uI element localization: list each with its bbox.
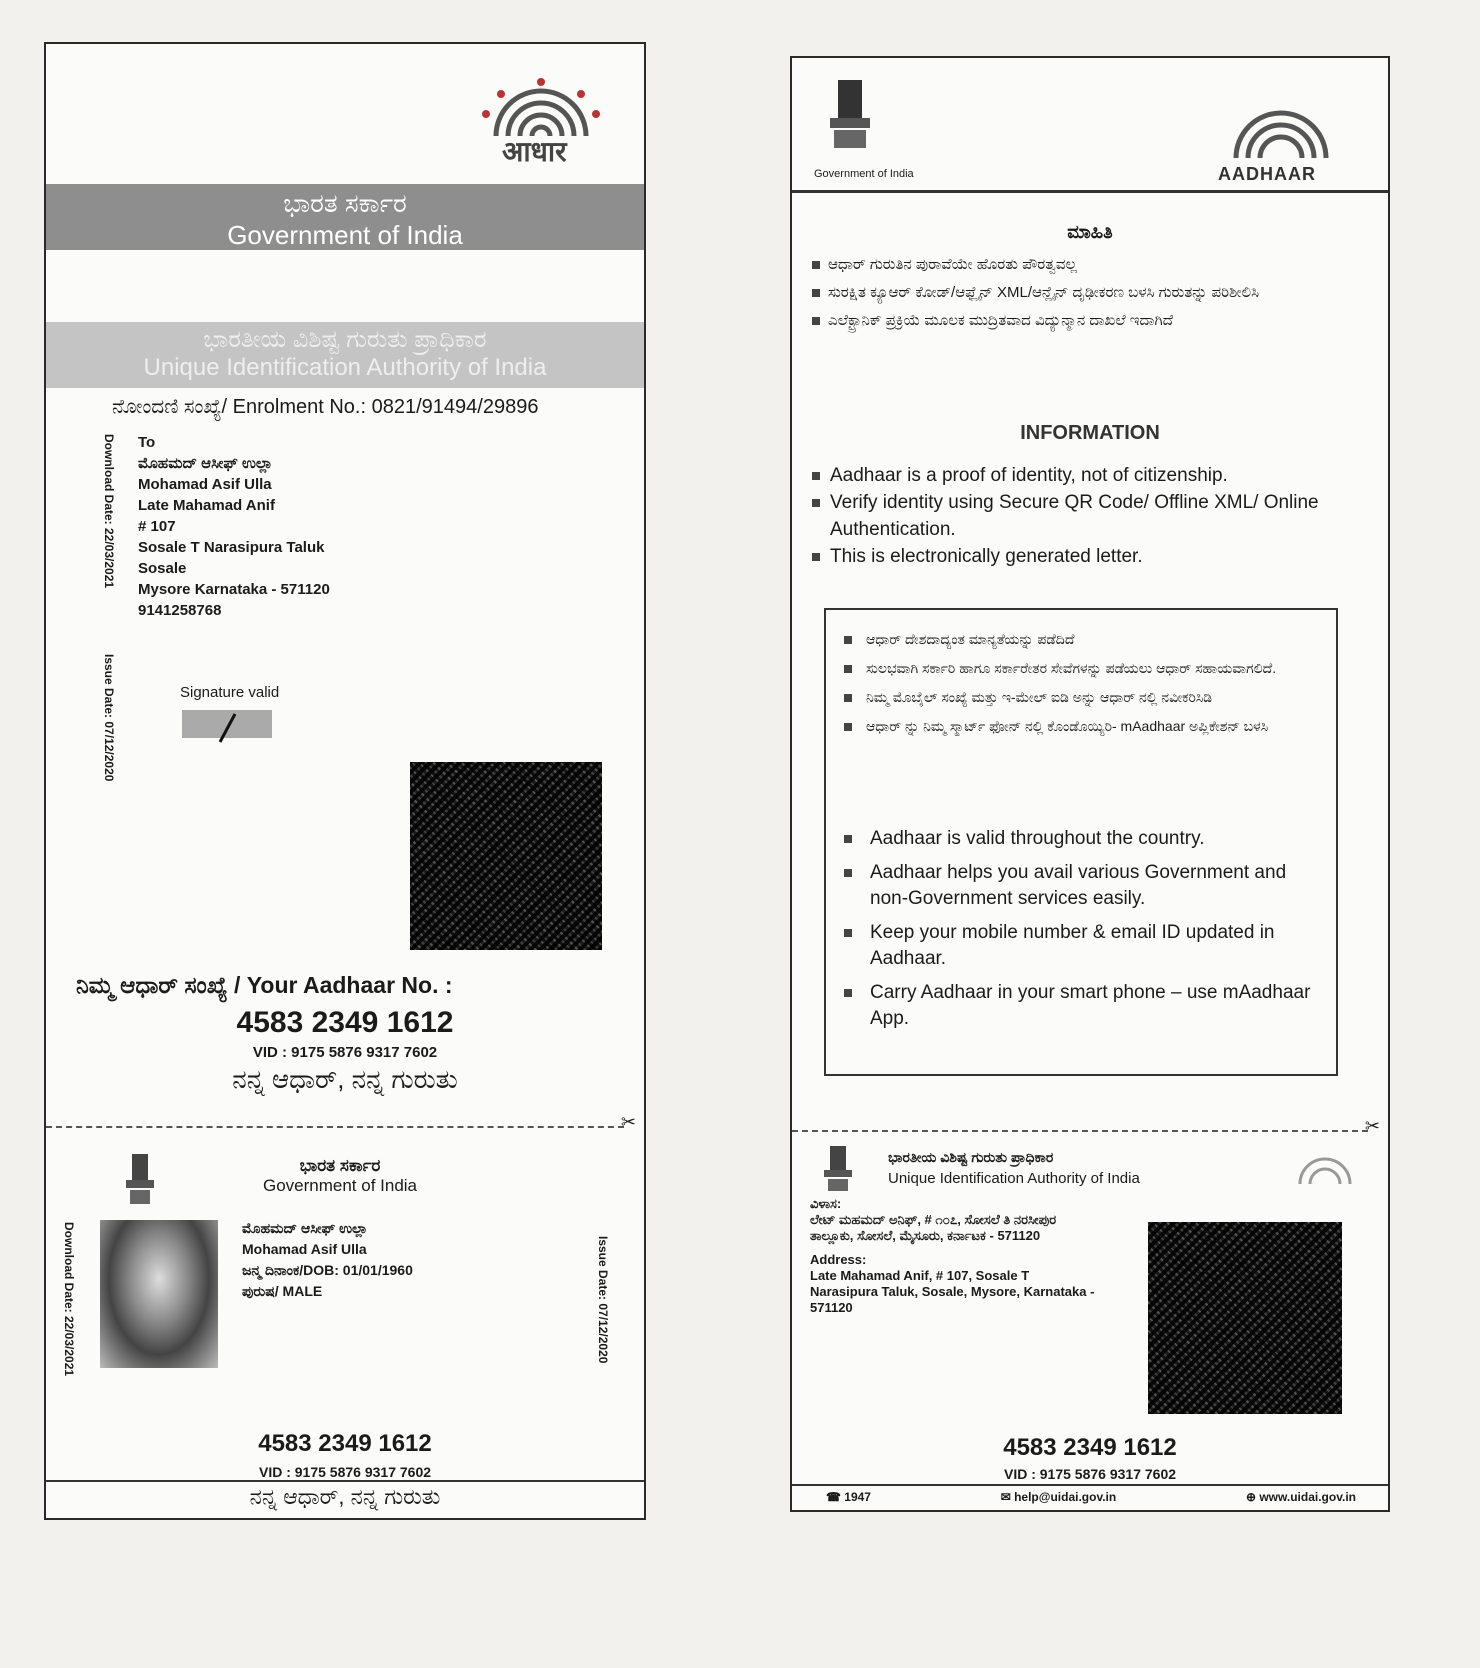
list-item [812, 254, 1372, 276]
email-address: help@uidai.gov.in [1014, 1490, 1117, 1504]
address-line: ಮೊಹಮದ್ ಆಸೀಫ್ ಉಲ್ಲಾ [138, 455, 273, 472]
aadhaar-number: 4583 2349 1612 [236, 1006, 454, 1039]
aadhaar-logo-icon [1206, 92, 1356, 162]
info-title: INFORMATION [1020, 422, 1160, 444]
list-item [812, 489, 1372, 543]
address-line: 9141258768 [138, 602, 222, 619]
vid-number: VID : 9175 5876 9317 7602 [252, 1044, 438, 1061]
mail-icon: ✉ [1000, 1490, 1015, 1504]
list-item [844, 920, 1314, 972]
cut-line [792, 1130, 1368, 1132]
info-kn-title: ಮಾಹಿತಿ [1067, 222, 1113, 242]
emblem-icon [820, 76, 880, 156]
aadhaar-label [76, 972, 453, 999]
box-en-text: Carry Aadhaar in your smart phone – use mAadhaar App. [870, 982, 1311, 1029]
list-item [844, 688, 1314, 707]
card-aadhaar-number: 4583 2349 1612 [258, 1430, 432, 1457]
emblem-icon [820, 1144, 856, 1194]
signature-stamp-icon [180, 704, 280, 744]
list-item [812, 282, 1372, 304]
card-govt-kn: ಭಾರತ ಸರ್ಕಾರ [299, 1156, 381, 1175]
aadhaar-letter-back [790, 56, 1390, 1512]
address-line: To [138, 434, 156, 451]
list-item [844, 630, 1314, 649]
card-uidai-en: Unique Identification Authority of India [888, 1170, 1140, 1187]
box-kn-list [844, 630, 1314, 736]
card-govt-en: Government of India [262, 1176, 418, 1195]
divider [792, 1484, 1388, 1486]
emblem-caption: Government of India [814, 168, 914, 180]
aadhaar-label-en: / Your Aadhaar No. : [233, 972, 453, 998]
card-name-en: Mohamad Asif Ulla [242, 1241, 367, 1257]
card-uidai-header [888, 1146, 1228, 1190]
aadhaar-label-kn: ನಿಮ್ಮ ಆಧಾರ್ ಸಂಖ್ಯೆ [76, 972, 228, 998]
web-contact [1246, 1490, 1356, 1504]
govt-kn: ಭಾರತ ಸರ್ಕಾರ [283, 188, 407, 218]
card-details [242, 1218, 413, 1302]
info-en-list [812, 462, 1372, 570]
card-address [810, 1196, 1100, 1316]
address-line: Late Mahamad Anif [138, 497, 275, 514]
divider [46, 1480, 644, 1482]
address-label: Address: [810, 1252, 867, 1267]
logo-text: AADHAAR [1218, 164, 1316, 184]
info-box [824, 608, 1338, 1076]
email-contact [1001, 1490, 1117, 1504]
address-en: Late Mahamad Anif, # 107, Sosale T Narasipura Taluk, Sosale, Mysore, Karnataka - 571120 [810, 1268, 1095, 1315]
signature-status: Signature valid [180, 684, 280, 701]
card-aadhaar-number: 4583 2349 1612 [1003, 1434, 1177, 1461]
card-name-kn: ಮೊಹಮದ್ ಆಸೀಫ್ ಉಲ್ಲಾ [242, 1220, 368, 1236]
box-kn-text: ಸುಲಭವಾಗಿ ಸರ್ಕಾರಿ ಹಾಗೂ ಸರ್ಕಾರೇತರ ಸೇವೆಗಳನ್ನು ಪಡೆಯಲು ಆಧಾರ್ ಸಹಾಯವಾಗಲಿದೆ. [866, 660, 1277, 676]
card-issue-date: Issue Date: 07/12/2020 [596, 1236, 610, 1364]
uidai-en: Unique Identification Authority of India [143, 354, 547, 381]
tagline: ನನ್ನ ಆಧಾರ್, ನನ್ನ ಗುರುತು [232, 1064, 458, 1094]
cut-line [46, 1126, 624, 1128]
box-en-text: Aadhaar helps you avail various Government and non-Government services easily. [870, 862, 1287, 909]
box-en-text: Aadhaar is valid throughout the country. [870, 828, 1205, 849]
list-item [844, 980, 1314, 1032]
box-kn-text: ಆಧಾರ್ ನ್ನು ನಿಮ್ಮ ಸ್ಮಾರ್ಟ್ ಫೋನ್ ನಲ್ಲಿ ಕೊಂಡೊಯ್ಯಿರಿ- mAadhaar ಅಪ್ಲಿಕೇಶನ್ ಬಳಸಿ [866, 718, 1269, 734]
box-kn-text: ನಿಮ್ಮ ಮೊಬೈಲ್ ಸಂಖ್ಯೆ ಮತ್ತು ಇ-ಮೇಲ್ ಐಡಿ ಅನ್ನು ಆಧಾರ್ ನಲ್ಲಿ ನವೀಕರಿಸಿಡಿ [866, 689, 1213, 705]
box-en-list [844, 826, 1314, 1032]
scissors-icon: ✂ [1364, 1116, 1380, 1136]
uidai-header-band [46, 322, 644, 388]
govt-header-band [46, 184, 644, 250]
card-tagline: ನನ್ನ ಆಧಾರ್, ನನ್ನ ಗುರುತು [249, 1484, 441, 1509]
address-kn: ಲೇಟ್ ಮಹಮದ್ ಅನಿಫ್, # ೧೦೭, ಸೋಸಲೆ ತಿ ನರಸೀಪುರ ತಾಲ್ಲೂಕು, ಸೋಸಲೆ, ಮೈಸೂರು, ಕರ್ನಾಟಕ - 571120 [810, 1212, 1057, 1243]
card-govt-header [230, 1156, 450, 1196]
phone-number: 1947 [844, 1490, 871, 1504]
address-line: Sosale [138, 560, 187, 577]
enrolment-label: ನೋಂದಣಿ ಸಂಖ್ಯೆ/ Enrolment No.: [112, 396, 367, 418]
address-line: Sosale T Narasipura Taluk [138, 539, 325, 556]
scissors-icon: ✂ [620, 1112, 636, 1132]
issue-date: Issue Date: 07/12/2020 [102, 654, 116, 782]
list-item [812, 462, 1372, 489]
info-en-text: Verify identity using Secure QR Code/ Offline XML/ Online Authentication. [830, 492, 1319, 540]
info-kn-text: ಎಲೆಕ್ಟ್ರಾನಿಕ್ ಪ್ರಕ್ರಿಯೆ ಮೂಲಕ ಮುದ್ರಿತವಾದ ವಿದ್ಯುನ್ಮಾನ ದಾಖಲೆ ಇದಾಗಿದೆ [828, 312, 1174, 329]
card-gender: ಪುರುಷ/ MALE [242, 1283, 323, 1299]
uidai-kn: ಭಾರತೀಯ ವಿಶಿಷ್ಟ ಗುರುತು ಪ್ರಾಧಿಕಾರ [203, 326, 487, 353]
info-kn-text: ಆಧಾರ್ ಗುರುತಿನ ಪುರಾವೆಯೇ ಹೊರತು ಪೌರತ್ವವಲ್ಲ [828, 256, 1078, 273]
info-kn-list [812, 254, 1372, 332]
phone-contact [826, 1490, 871, 1504]
card-vid: VID : 9175 5876 9317 7602 [1003, 1466, 1177, 1482]
card-download-date: Download Date: 22/03/2021 [62, 1222, 76, 1377]
list-item [844, 826, 1314, 852]
website: www.uidai.gov.in [1259, 1490, 1356, 1504]
govt-en: Government of India [227, 220, 463, 250]
info-en-text: Aadhaar is a proof of identity, not of citizenship. [830, 465, 1228, 486]
list-item [844, 717, 1314, 736]
address-line: # 107 [138, 518, 176, 535]
list-item [812, 543, 1372, 570]
enrolment-no: 0821/91494/29896 [371, 396, 539, 418]
address-kn-label: ವಿಳಾಸ: [810, 1196, 842, 1211]
address-line: Mysore Karnataka - 571120 [138, 581, 330, 598]
box-kn-text: ಆಧಾರ್ ದೇಶದಾದ್ಯಂತ ಮಾನ್ಯತೆಯನ್ನು ಪಡೆದಿದೆ [866, 631, 1075, 647]
list-item [844, 659, 1314, 678]
logo-text: आधार [502, 136, 567, 167]
qr-code [1148, 1222, 1342, 1414]
phone-icon: ☎ [826, 1490, 845, 1504]
aadhaar-logo-icon [1290, 1148, 1360, 1188]
qr-code [410, 762, 602, 950]
list-item [812, 310, 1372, 332]
holder-photo [100, 1220, 218, 1368]
contact-footer [826, 1490, 1356, 1504]
card-dob: ಜನ್ಮ ದಿನಾಂಕ/DOB: 01/01/1960 [242, 1262, 413, 1278]
card-vid: VID : 9175 5876 9317 7602 [258, 1464, 432, 1480]
list-item [844, 860, 1314, 912]
address-line: Mohamad Asif Ulla [138, 476, 272, 493]
info-en-text: This is electronically generated letter. [830, 546, 1143, 567]
address-block [138, 432, 330, 621]
info-kn-text: ಸುರಕ್ಷಿತ ಕ್ಯೂಆರ್ ಕೋಡ್/ಆಫ್ಲೈನ್ XML/ಆನ್ಲೈನ್ ದೃಢೀಕರಣ ಬಳಸಿ ಗುರುತನ್ನು ಪರಿಶೀಲಿಸಿ [828, 284, 1260, 301]
aadhaar-letter-front [44, 42, 646, 1520]
card-uidai-kn: ಭಾರತೀಯ ವಿಶಿಷ್ಟ ಗುರುತು ಪ್ರಾಧಿಕಾರ [888, 1149, 1054, 1165]
globe-icon: ⊕ [1245, 1490, 1260, 1504]
emblem-icon [120, 1152, 160, 1208]
enrolment-line [112, 396, 538, 419]
divider [792, 190, 1388, 193]
download-date: Download Date: 22/03/2021 [102, 434, 116, 589]
box-en-text: Keep your mobile number & email ID updated in Aadhaar. [870, 922, 1275, 969]
